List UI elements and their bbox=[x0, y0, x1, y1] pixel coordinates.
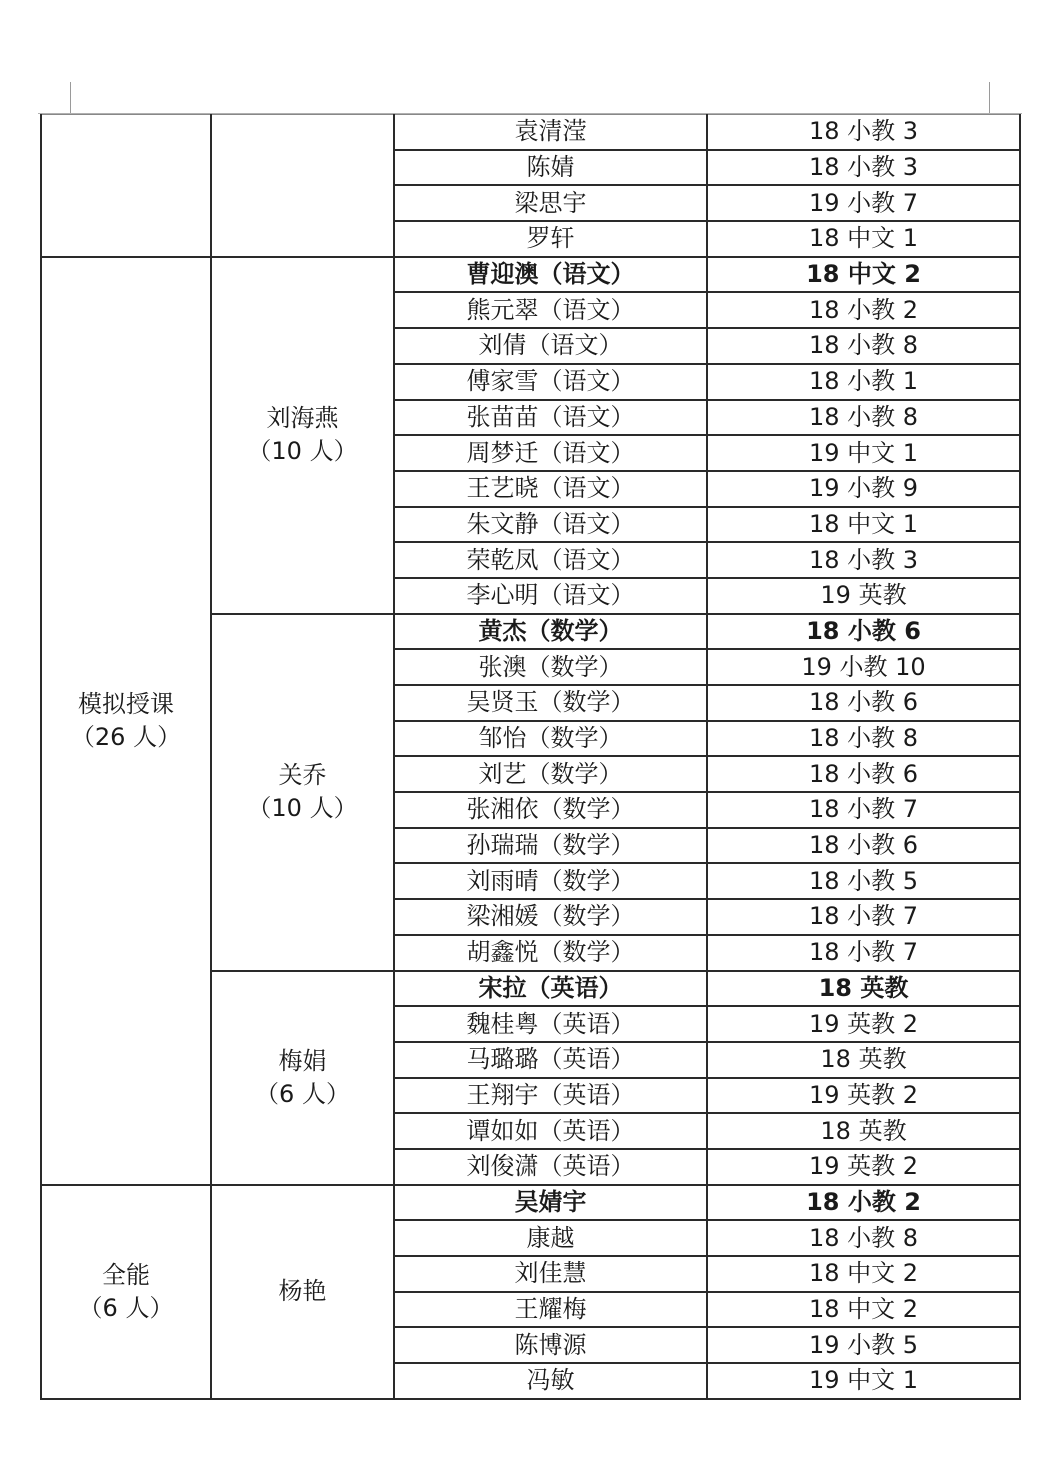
member-class-cell: 18 英教 bbox=[707, 971, 1020, 1007]
member-class-cell: 18 小教 3 bbox=[707, 542, 1020, 578]
member-name-cell: 荣乾凤（语文） bbox=[394, 542, 707, 578]
member-name-cell: 刘艺（数学） bbox=[394, 756, 707, 792]
member-class-cell: 18 小教 3 bbox=[707, 150, 1020, 186]
roster-table-body bbox=[41, 115, 1020, 1399]
member-name-cell: 刘倩（语文） bbox=[394, 328, 707, 364]
member-name-cell: 马璐璐（英语） bbox=[394, 1042, 707, 1078]
member-class-cell: 18 小教 5 bbox=[707, 863, 1020, 899]
category-count: （6 人） bbox=[78, 1293, 174, 1322]
member-class-cell: 18 英教 bbox=[707, 1042, 1020, 1078]
member-name-cell: 熊元翠（语文） bbox=[394, 292, 707, 328]
category-name: 全能 bbox=[102, 1260, 150, 1289]
member-class-cell: 18 中文 1 bbox=[707, 507, 1020, 543]
member-class-cell: 19 小教 9 bbox=[707, 471, 1020, 507]
member-name-cell: 梁湘媛（数学） bbox=[394, 899, 707, 935]
member-class-cell: 18 中文 2 bbox=[707, 1256, 1020, 1292]
member-class-cell: 19 英教 2 bbox=[707, 1078, 1020, 1114]
advisor-cell bbox=[211, 115, 394, 257]
member-class-cell: 19 中文 1 bbox=[707, 1363, 1020, 1399]
member-class-cell: 18 小教 3 bbox=[707, 115, 1020, 150]
member-class-cell: 19 小教 7 bbox=[707, 185, 1020, 221]
member-class-cell: 18 英教 bbox=[707, 1113, 1020, 1149]
member-name-cell: 张苗苗（语文） bbox=[394, 400, 707, 436]
member-class-cell: 18 小教 1 bbox=[707, 364, 1020, 400]
advisor-count: （10 人） bbox=[247, 437, 358, 466]
member-name-cell: 邹怡（数学） bbox=[394, 721, 707, 757]
member-class-cell: 18 小教 7 bbox=[707, 899, 1020, 935]
member-name-cell: 魏桂粤（英语） bbox=[394, 1006, 707, 1042]
member-name-cell: 胡鑫悦（数学） bbox=[394, 935, 707, 971]
member-name-cell: 王耀梅 bbox=[394, 1292, 707, 1328]
page-corner-mark-right bbox=[989, 82, 990, 114]
category-count: （26 人） bbox=[70, 722, 182, 751]
member-name-cell: 李心明（语文） bbox=[394, 578, 707, 614]
member-class-cell: 18 小教 2 bbox=[707, 1185, 1020, 1221]
member-name-cell: 周梦迁（语文） bbox=[394, 435, 707, 471]
member-class-cell: 18 小教 6 bbox=[707, 828, 1020, 864]
advisor-name: 梅娟 bbox=[278, 1046, 327, 1075]
advisor-count: （6 人） bbox=[255, 1079, 350, 1108]
member-name-cell: 谭如如（英语） bbox=[394, 1113, 707, 1149]
member-class-cell: 19 小教 5 bbox=[707, 1327, 1020, 1363]
member-name-cell: 曹迎澳（语文） bbox=[394, 257, 707, 293]
member-class-cell: 18 中文 2 bbox=[707, 257, 1020, 293]
member-class-cell: 18 小教 6 bbox=[707, 756, 1020, 792]
member-name-cell: 袁清滢 bbox=[394, 115, 707, 150]
member-class-cell: 18 中文 2 bbox=[707, 1292, 1020, 1328]
member-class-cell: 19 英教 bbox=[707, 578, 1020, 614]
member-class-cell: 18 小教 7 bbox=[707, 792, 1020, 828]
member-name-cell: 黄杰（数学） bbox=[394, 614, 707, 650]
member-name-cell: 刘俊潇（英语） bbox=[394, 1149, 707, 1185]
member-class-cell: 18 小教 7 bbox=[707, 935, 1020, 971]
advisor-cell bbox=[211, 971, 394, 1185]
member-name-cell: 冯敏 bbox=[394, 1363, 707, 1399]
advisor-name: 杨艳 bbox=[278, 1277, 327, 1306]
member-name-cell: 王翔宇（英语） bbox=[394, 1078, 707, 1114]
category-cell bbox=[41, 1185, 211, 1399]
advisor-count: （10 人） bbox=[247, 794, 358, 823]
member-class-cell: 18 小教 8 bbox=[707, 328, 1020, 364]
member-name-cell: 张湘依（数学） bbox=[394, 792, 707, 828]
member-name-cell: 陈婧 bbox=[394, 150, 707, 186]
member-name-cell: 孙瑞瑞（数学） bbox=[394, 828, 707, 864]
member-class-cell: 18 小教 6 bbox=[707, 614, 1020, 650]
member-class-cell: 19 中文 1 bbox=[707, 435, 1020, 471]
member-name-cell: 罗轩 bbox=[394, 221, 707, 257]
category-cell bbox=[41, 115, 211, 257]
advisor-cell bbox=[211, 1185, 394, 1399]
member-class-cell: 18 小教 6 bbox=[707, 685, 1020, 721]
table-row bbox=[41, 257, 1020, 293]
roster-table bbox=[40, 114, 1021, 1400]
member-class-cell: 18 中文 1 bbox=[707, 221, 1020, 257]
member-class-cell: 18 小教 8 bbox=[707, 721, 1020, 757]
member-class-cell: 18 小教 8 bbox=[707, 1220, 1020, 1256]
member-name-cell: 吴贤玉（数学） bbox=[394, 685, 707, 721]
advisor-cell bbox=[211, 614, 394, 971]
member-class-cell: 18 小教 2 bbox=[707, 292, 1020, 328]
member-name-cell: 刘佳慧 bbox=[394, 1256, 707, 1292]
advisor-name: 关乔 bbox=[278, 761, 327, 790]
member-class-cell: 19 英教 2 bbox=[707, 1006, 1020, 1042]
category-cell bbox=[41, 257, 211, 1185]
member-name-cell: 王艺晓（语文） bbox=[394, 471, 707, 507]
member-name-cell: 张澳（数学） bbox=[394, 649, 707, 685]
member-name-cell: 吴婧宇 bbox=[394, 1185, 707, 1221]
table-row bbox=[41, 115, 1020, 150]
member-name-cell: 梁思宇 bbox=[394, 185, 707, 221]
category-name: 模拟授课 bbox=[78, 689, 174, 718]
advisor-cell bbox=[211, 257, 394, 614]
page-corner-mark-left bbox=[70, 82, 71, 114]
table-row bbox=[41, 1185, 1020, 1221]
member-class-cell: 18 小教 8 bbox=[707, 400, 1020, 436]
member-name-cell: 康越 bbox=[394, 1220, 707, 1256]
member-class-cell: 19 英教 2 bbox=[707, 1149, 1020, 1185]
member-name-cell: 宋拉（英语） bbox=[394, 971, 707, 1007]
member-name-cell: 刘雨晴（数学） bbox=[394, 863, 707, 899]
advisor-name: 刘海燕 bbox=[266, 404, 339, 433]
member-name-cell: 傅家雪（语文） bbox=[394, 364, 707, 400]
member-class-cell: 19 小教 10 bbox=[707, 649, 1020, 685]
member-name-cell: 朱文静（语文） bbox=[394, 507, 707, 543]
member-name-cell: 陈博源 bbox=[394, 1327, 707, 1363]
